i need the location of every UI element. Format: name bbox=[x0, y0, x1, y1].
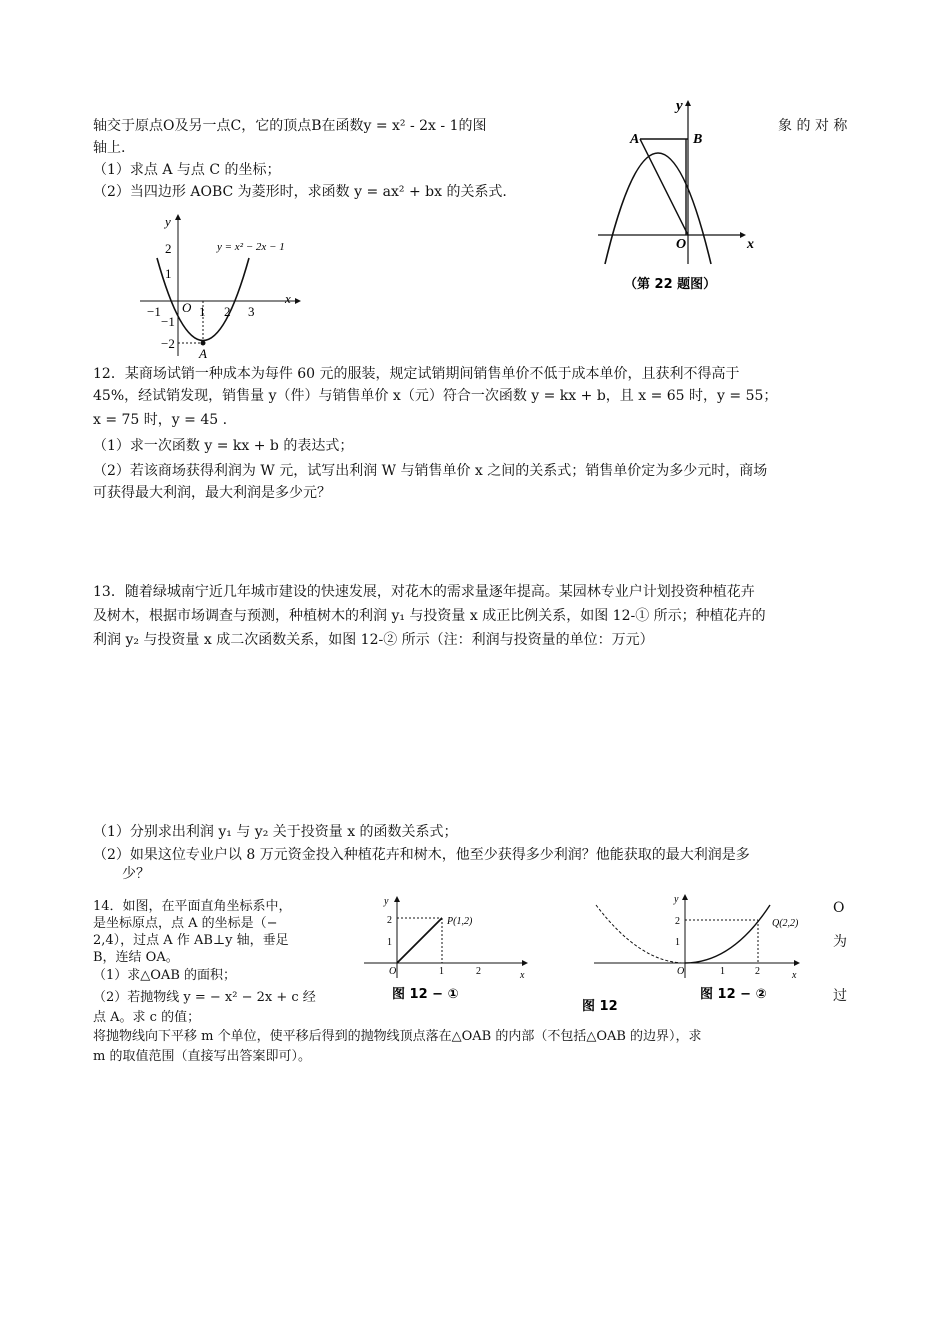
fig2-tick-y-1: 1 bbox=[675, 937, 680, 948]
fig2-x-label: x bbox=[792, 970, 797, 981]
q14-right2: 为 bbox=[833, 934, 847, 950]
q14-line-b1: 将抛物线向下平移 m 个单位，使平移后得到的抛物线顶点落在△OAB 的内部（不包括△OAB 的边界），求 bbox=[93, 1029, 702, 1044]
q14-left7: 点 A。求 c 的值； bbox=[93, 1010, 201, 1025]
fig12-caption: 图 12 bbox=[582, 999, 618, 1013]
q13-fig1 bbox=[362, 888, 532, 1013]
q11-line1: 轴交于原点O及另一点C，它的顶点B在函数y = x² - 2x - 1的图 bbox=[93, 118, 487, 134]
q12-part1: （1）求一次函数 y = kx + b 的表达式； bbox=[93, 438, 354, 454]
small-func-label: y = x² − 2x − 1 bbox=[217, 241, 285, 253]
small-tick-x-m1: −1 bbox=[147, 304, 161, 319]
small-tick-x-3: 3 bbox=[248, 304, 255, 319]
q14-left5: （1）求△OAB 的面积； bbox=[93, 968, 237, 983]
q12-part2-a: （2）若该商场获得利润为 W 元，试写出利润 W 与销售单价 x 之间的关系式；销售单价定为多少元时，商场 bbox=[93, 463, 768, 479]
q11-part2: （2）当四边形 AOBC 为菱形时，求函数 y = ax² + bx 的关系式. bbox=[93, 184, 507, 200]
large-caption: （第 22 题图） bbox=[624, 277, 717, 292]
q11-large-figure bbox=[590, 92, 770, 302]
q13-part1: （1）分别求出利润 y₁ 与 y₂ 关于投资量 x 的函数关系式； bbox=[93, 824, 458, 840]
fig2-point-Q: Q(2,2) bbox=[772, 918, 799, 929]
q12-part2-b: 可获得最大利润，最大利润是多少元？ bbox=[93, 485, 331, 501]
small-tick-y-m1: −1 bbox=[161, 314, 175, 329]
fig1-tick-y-2: 2 bbox=[387, 915, 392, 926]
fig1-caption: 图 12 − ① bbox=[392, 987, 459, 1002]
q12-line3: x = 75 时，y = 45 . bbox=[93, 412, 228, 428]
q13-line2: 及树木，根据市场调查与预测，种植树木的利润 y₁ 与投资量 x 成正比例关系，如图 12-① 所示；种植花卉的 bbox=[93, 608, 766, 624]
q13-part2-b: 少？ bbox=[122, 866, 150, 882]
fig2-tick-x-2: 2 bbox=[755, 966, 760, 977]
q11-small-figure bbox=[135, 208, 310, 360]
q11-line1-right: 象 的 对 称 bbox=[778, 118, 848, 134]
fig2-y-label: y bbox=[674, 894, 679, 905]
fig1-tick-x-2: 2 bbox=[476, 966, 481, 977]
small-x-label: x bbox=[285, 291, 291, 306]
large-point-A: A bbox=[630, 132, 640, 147]
q13-line1: 13．随着绿城南宁近几年城市建设的快速发展，对花木的需求量逐年提高。某园林专业户计划投资种植花卉 bbox=[93, 584, 755, 600]
fig2-tick-y-2: 2 bbox=[675, 916, 680, 927]
small-tick-x-2: 2 bbox=[224, 304, 231, 319]
small-origin: O bbox=[182, 300, 192, 315]
large-y-label: y bbox=[676, 98, 683, 114]
q14-left1: 14．如图，在平面直角坐标系中， bbox=[93, 899, 292, 914]
small-tick-x-1: 1 bbox=[199, 304, 206, 319]
fig1-x-label: x bbox=[520, 970, 525, 981]
q13-fig2 bbox=[582, 888, 817, 1013]
fig2-caption: 图 12 − ② bbox=[700, 987, 767, 1002]
q14-left2: 是坐标原点，点 A 的坐标是（− bbox=[93, 916, 278, 931]
large-x-label: x bbox=[747, 237, 754, 252]
fig1-tick-y-1: 1 bbox=[387, 937, 392, 948]
large-point-B: B bbox=[693, 132, 703, 147]
fig2-tick-x-1: 1 bbox=[720, 966, 725, 977]
q12-line2: 45%，经试销发现，销售量 y（件）与销售单价 x（元）符合一次函数 y = kx + b，且 x = 65 时，y = 55； bbox=[93, 388, 778, 404]
q13-line3: 利润 y₂ 与投资量 x 成二次函数关系，如图 12-② 所示（注：利润与投资量的单位：万元） bbox=[93, 632, 654, 648]
q12-line1: 12．某商场试销一种成本为每件 60 元的服装，规定试销期间销售单价不低于成本单价，且获利不得高于 bbox=[93, 366, 740, 382]
small-tick-y-1: 1 bbox=[165, 266, 172, 281]
large-point-O: O bbox=[676, 237, 687, 252]
small-tick-y-m2: −2 bbox=[161, 336, 175, 351]
q11-line2: 轴上. bbox=[93, 140, 126, 156]
q14-right3: 过 bbox=[833, 988, 847, 1004]
q14-left4: B，连结 OA。 bbox=[93, 950, 179, 965]
q11-part1: （1）求点 A 与点 C 的坐标； bbox=[93, 162, 281, 178]
small-point-A: A bbox=[199, 346, 207, 360]
q14-left3: 2,4），过点 A 作 AB⊥y 轴，垂足 bbox=[93, 933, 289, 948]
fig1-origin: O bbox=[389, 966, 397, 977]
fig1-tick-x-1: 1 bbox=[439, 966, 444, 977]
q13-part2-a: （2）如果这位专业户以 8 万元资金投入种植花卉和树木，他至少获得多少利润？他能获取的最大利润是多 bbox=[93, 847, 750, 863]
fig1-y-label: y bbox=[384, 896, 389, 907]
fig1-point-P: P(1,2) bbox=[447, 916, 473, 927]
small-tick-y-2: 2 bbox=[165, 241, 172, 256]
fig2-origin: O bbox=[677, 966, 685, 977]
small-y-label: y bbox=[165, 214, 171, 229]
q14-right1: O bbox=[833, 900, 845, 916]
q14-line-b2: m 的取值范围（直接写出答案即可）。 bbox=[93, 1049, 311, 1064]
q14-left6: （2）若抛物线 y = − x² − 2x + c 经 bbox=[93, 990, 316, 1005]
